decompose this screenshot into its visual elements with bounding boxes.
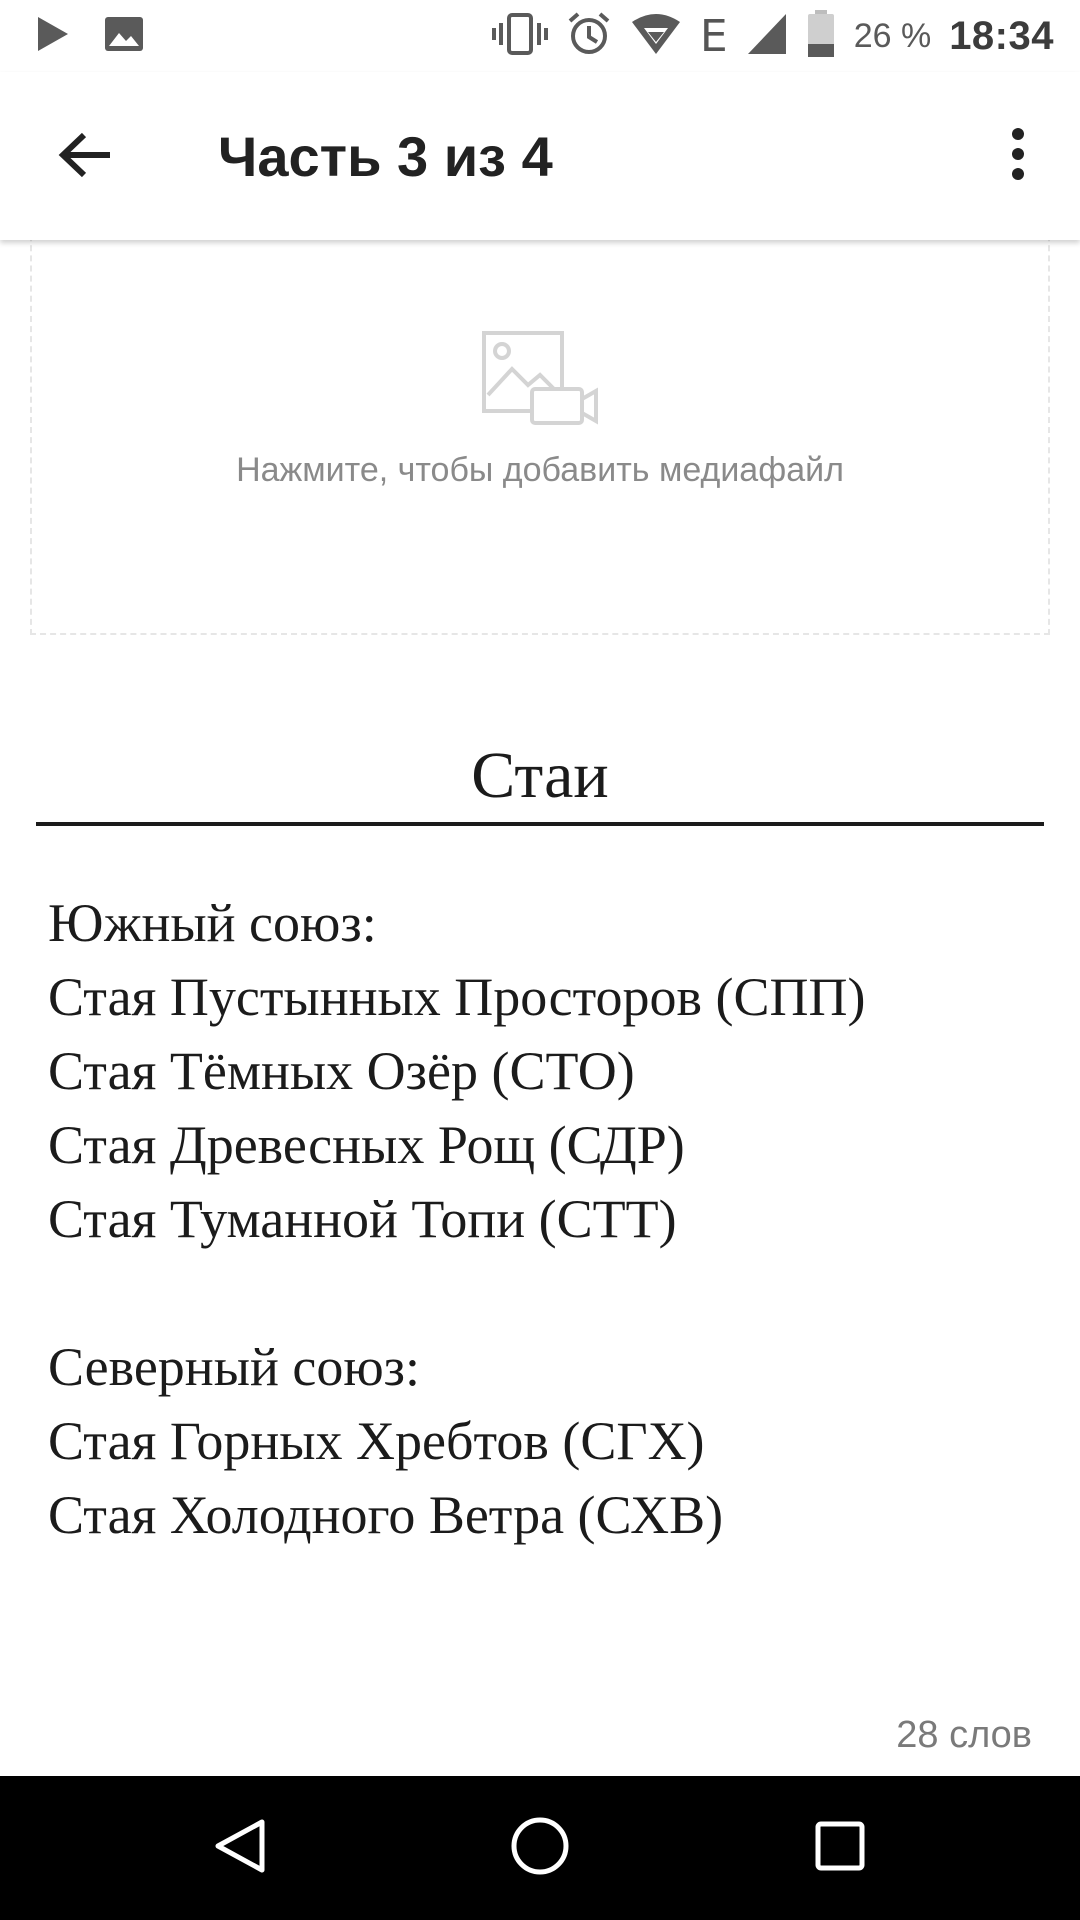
story-text[interactable] xyxy=(48,886,1048,1552)
vibrate-icon xyxy=(492,12,548,61)
text-line: Стая Холодного Ветра (СХВ) xyxy=(48,1485,724,1545)
play-store-icon xyxy=(36,15,70,58)
back-button[interactable] xyxy=(50,122,120,192)
battery-icon xyxy=(806,10,836,63)
text-line: Стая Горных Хребтов (СГХ) xyxy=(48,1411,705,1471)
text-line: Стая Туманной Топи (СТТ) xyxy=(48,1189,677,1249)
status-bar-left xyxy=(36,14,144,58)
page-title: Часть 3 из 4 xyxy=(218,125,553,188)
arrow-back-icon xyxy=(58,131,112,184)
text-line: Стая Тёмных Озёр (СТО) xyxy=(48,1041,635,1101)
gallery-icon xyxy=(104,16,144,57)
nav-recents-button[interactable] xyxy=(800,1808,880,1888)
nav-recents-icon xyxy=(814,1820,866,1877)
app-bar xyxy=(0,72,1080,240)
text-line: Стая Древесных Рощ (СДР) xyxy=(48,1115,685,1175)
more-options-button[interactable] xyxy=(982,116,1054,196)
word-count: 28 слов xyxy=(896,1714,1032,1756)
add-media-area[interactable] xyxy=(30,215,1050,635)
title-divider xyxy=(36,822,1044,826)
nav-back-icon xyxy=(212,1816,268,1881)
nav-home-icon xyxy=(510,1816,570,1881)
text-line: Стая Пустынных Просторов (СПП) xyxy=(48,967,866,1027)
text-line: Южный союз: xyxy=(48,893,377,953)
section-title: Стаи xyxy=(471,739,609,812)
add-media-icon xyxy=(480,329,600,429)
wifi-icon xyxy=(630,12,682,61)
navigation-bar xyxy=(0,1776,1080,1920)
nav-home-button[interactable] xyxy=(500,1808,580,1888)
text-line xyxy=(48,1256,1048,1330)
add-media-hint: Нажмите, чтобы добавить медиафайл xyxy=(236,450,844,489)
clock: 18:34 xyxy=(949,13,1054,58)
status-bar-right xyxy=(492,8,1054,64)
status-bar xyxy=(0,0,1080,72)
text-line: Северный союз: xyxy=(48,1337,421,1397)
alarm-icon xyxy=(566,11,612,62)
more-vert-icon xyxy=(1010,128,1026,185)
network-type: E xyxy=(699,10,728,62)
nav-back-button[interactable] xyxy=(200,1808,280,1888)
battery-percent: 26 % xyxy=(853,16,932,55)
signal-icon xyxy=(746,12,788,61)
